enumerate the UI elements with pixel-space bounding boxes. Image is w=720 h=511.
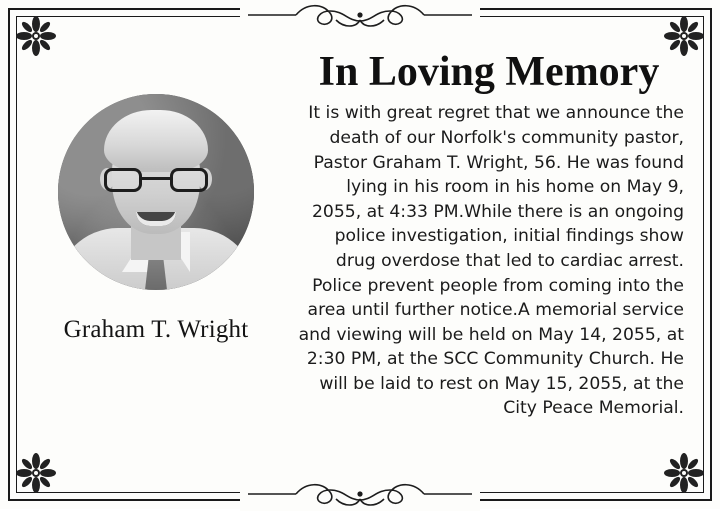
card-content (30, 36, 690, 473)
portrait-photo (58, 94, 254, 290)
scroll-flourish-icon (240, 477, 480, 511)
scroll-flourish-icon (240, 0, 480, 32)
avatar (58, 94, 254, 290)
obituary-body: It is with great regret that we announce the death of our Norfolk's community pastor, Pastor Graham T. Wright, 56. He was found lying in his room in his home on May 9, 2055, at 4:33 PM.While there is an ongoing police investigation, initial findings show drug overdose that led to cardiac arrest. Police prevent people from coming into the area until further notice.A memorial service and viewing will be held on May 14, 2055, at 2:30 PM, at the SCC Community Church. He will be laid to rest on May 15, 2055, at the City Peace Memorial. (298, 103, 684, 419)
portrait-caption: Graham T. Wright (63, 316, 249, 343)
text-column (282, 36, 690, 473)
portrait-column (30, 36, 282, 473)
page-title: In Loving Memory (318, 49, 660, 95)
eyeglasses-icon (104, 168, 208, 192)
